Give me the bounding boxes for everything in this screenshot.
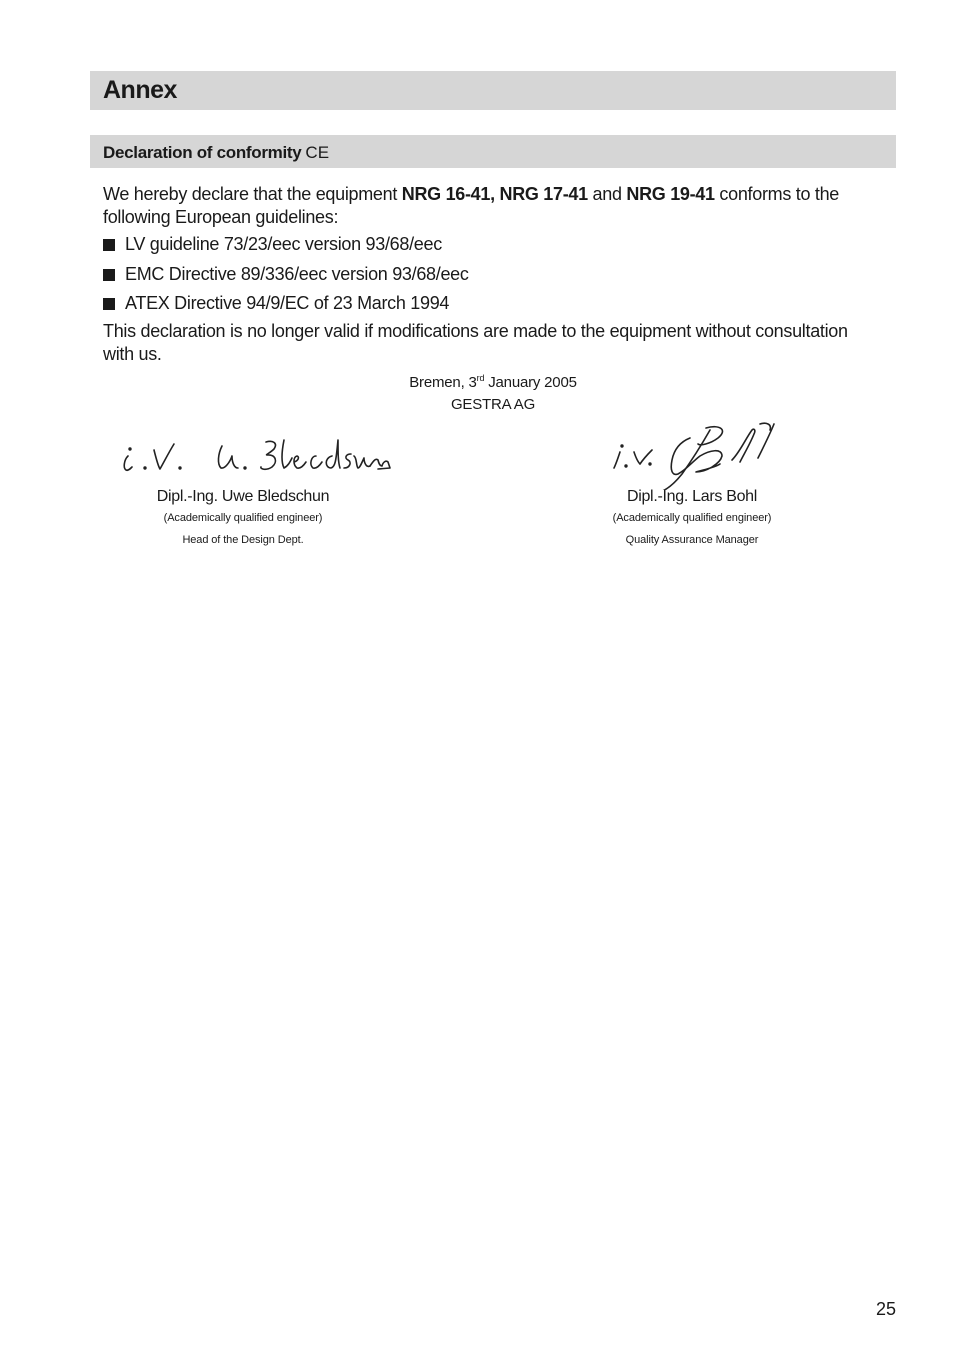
date-ordinal: rd xyxy=(476,373,485,383)
company-name: GESTRA AG xyxy=(450,396,536,413)
signature-bledschun-image xyxy=(118,432,393,480)
signatory-name: Dipl.-Ing. Lars Bohl xyxy=(626,488,758,505)
intro-text-mid: and xyxy=(587,184,627,204)
validity-note: This declaration is no longer valid if modifications are made to the equipment without consultation with us. xyxy=(103,321,848,364)
place-date-block xyxy=(343,367,643,416)
place-text: Bremen, 3 xyxy=(409,374,477,391)
guideline-list xyxy=(103,233,469,322)
date-text: January 2005 xyxy=(484,374,577,391)
list-item xyxy=(103,263,469,293)
guideline-text: EMC Directive 89/336/eec version 93/68/eec xyxy=(125,263,469,284)
signatory-position: Quality Assurance Manager xyxy=(625,534,759,546)
guideline-text: LV guideline 73/23/eec version 93/68/eec xyxy=(125,234,442,254)
signatory-name: Dipl.-Ing. Uwe Bledschun xyxy=(156,488,330,505)
square-bullet-icon xyxy=(103,239,115,251)
equipment-models-1: NRG 16-41, NRG 17-41 xyxy=(401,184,588,204)
equipment-models-2: NRG 19-41 xyxy=(626,184,715,204)
signatory-qualification: (Academically qualified engineer) xyxy=(163,512,323,524)
declaration-intro xyxy=(103,183,863,229)
intro-text-post: conforms to the following European guidelines: xyxy=(103,184,839,227)
page-number: 25 xyxy=(875,1299,896,1319)
ce-mark-icon: CE xyxy=(305,143,330,162)
square-bullet-icon xyxy=(103,269,115,281)
signatory-qualification: (Academically qualified engineer) xyxy=(612,512,772,524)
declaration-title-text: Declaration of conformity xyxy=(103,143,302,162)
declaration-title xyxy=(103,143,329,163)
signature-bohl-image xyxy=(610,420,780,490)
intro-text-pre: We hereby declare that the equipment xyxy=(103,184,402,204)
declaration-header xyxy=(90,135,896,168)
signatory-bledschun xyxy=(93,487,393,551)
annex-title: Annex xyxy=(103,76,177,104)
square-bullet-icon xyxy=(103,298,115,310)
place-date xyxy=(343,367,643,394)
signatory-position: Head of the Design Dept. xyxy=(182,534,304,546)
list-item xyxy=(103,292,469,322)
signatory-bohl xyxy=(542,487,842,551)
guideline-text: ATEX Directive 94/9/EC of 23 March 1994 xyxy=(125,293,450,313)
annex-header xyxy=(90,71,896,110)
list-item xyxy=(103,233,469,263)
